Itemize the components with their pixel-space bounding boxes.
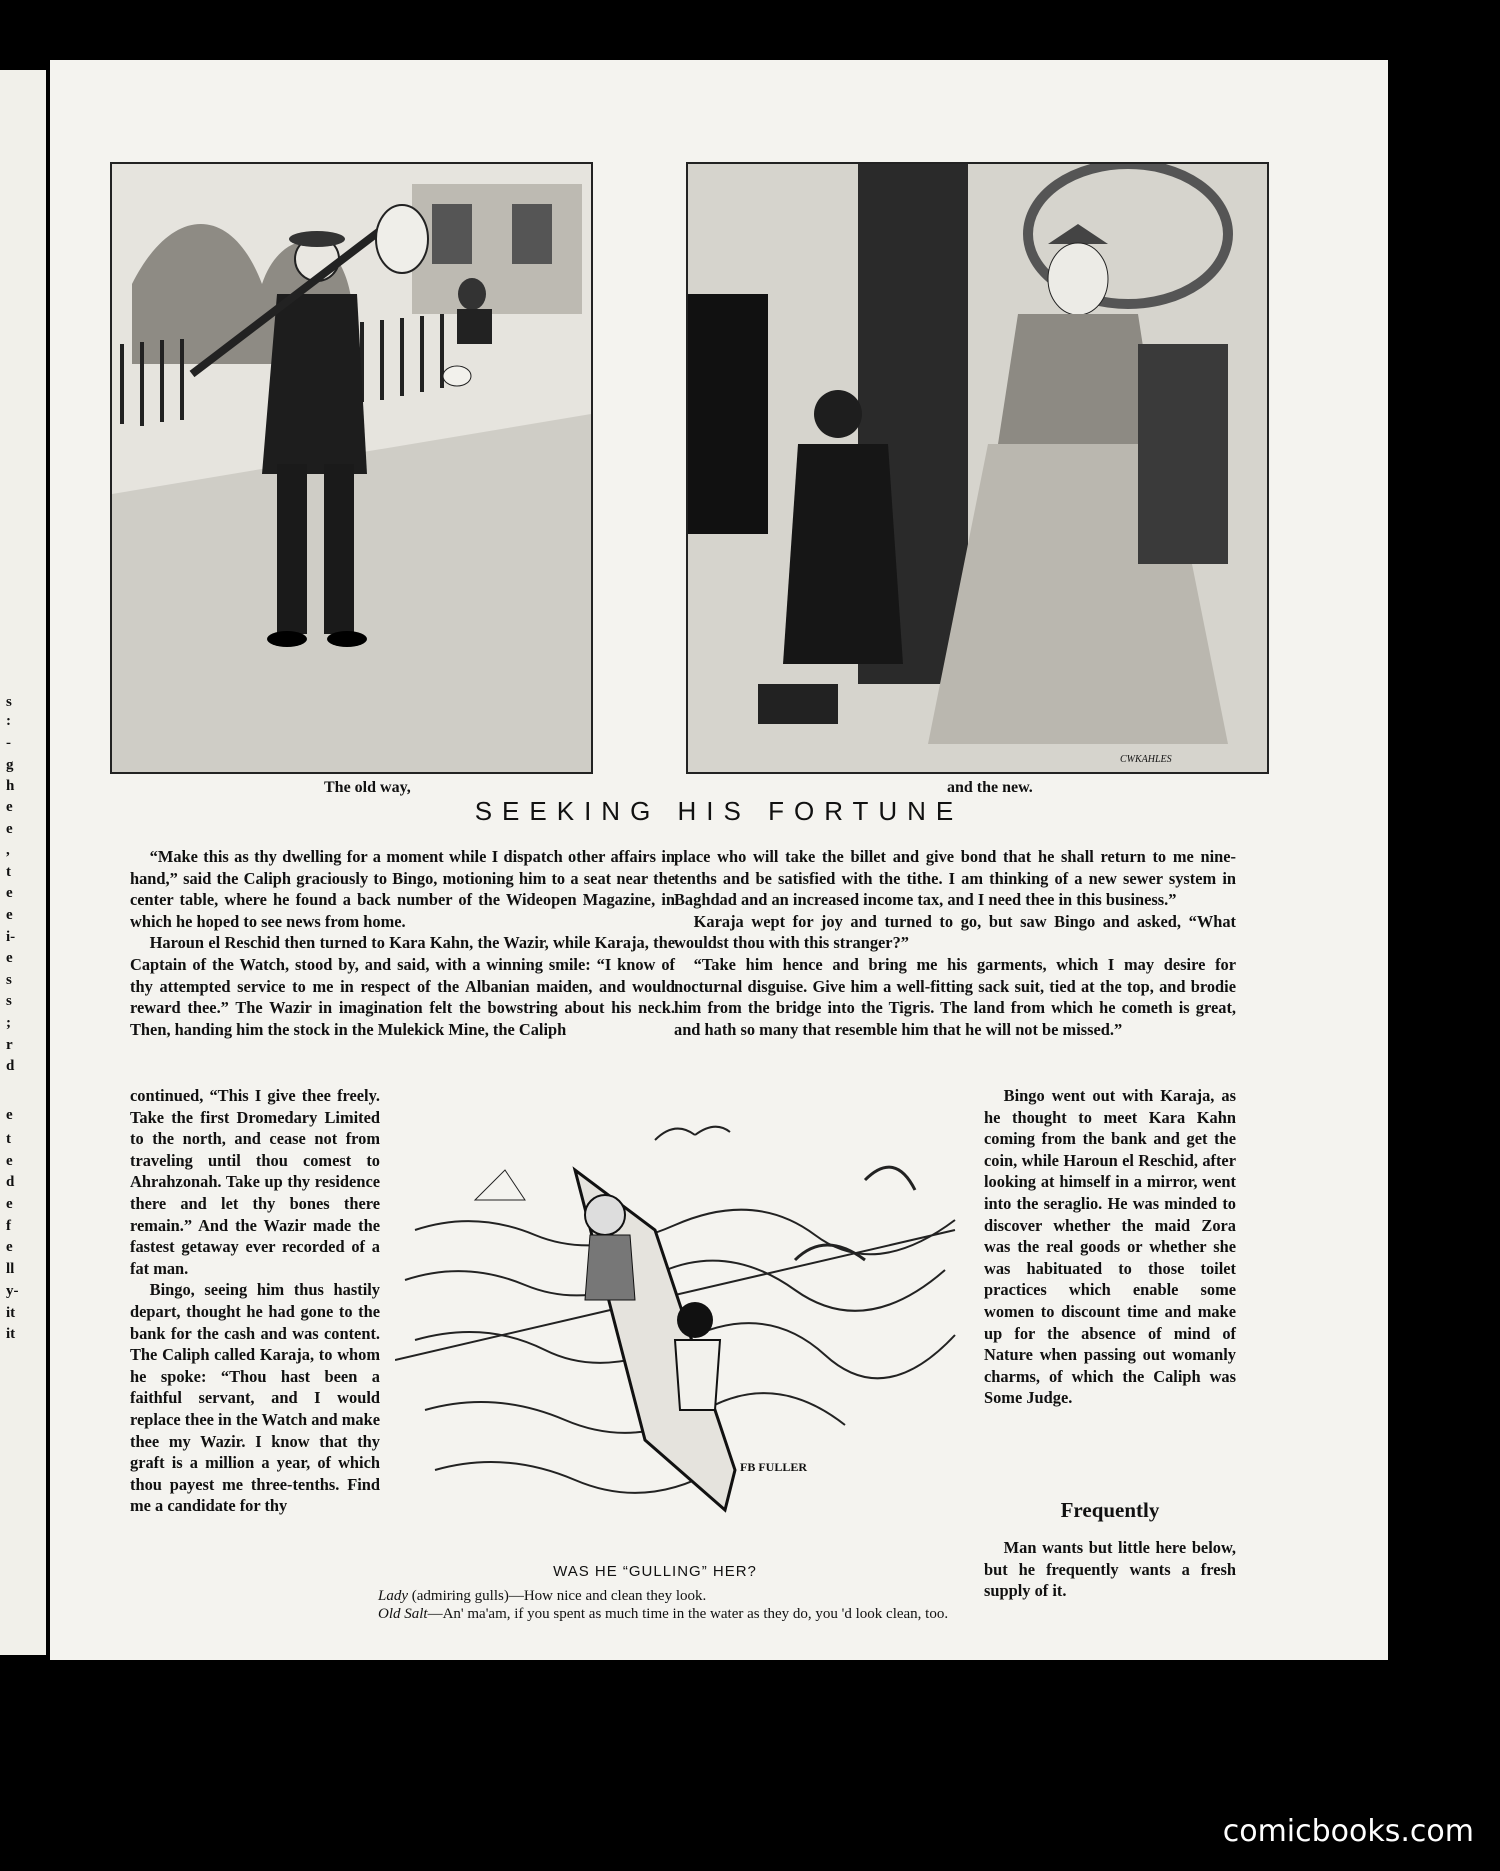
previous-page-fragment: e [6,1196,13,1212]
previous-page-fragment: : [6,713,11,729]
previous-page-fragment: t [6,864,11,880]
previous-page-edge [0,70,46,1655]
previous-page-fragment: e [6,1153,13,1169]
cartoon-caption [350,1563,960,1623]
old-way-drawing [112,164,591,772]
filler-text [984,1537,1236,1602]
previous-page-fragment: e [6,799,13,815]
previous-page-fragment: s [6,694,12,710]
cartoon-caption-heading: WAS HE “GULLING” HER? [553,1563,757,1580]
previous-page-fragment: e [6,1107,13,1123]
cartoon-caption-line-2 [350,1605,960,1623]
illustration-old-way [110,162,593,774]
dialogue-lady: (admiring gulls)—How nice and clean they look. [408,1588,707,1604]
rowboat-drawing [395,1110,965,1550]
the-new-drawing [688,164,1267,772]
previous-page-fragment: i- [6,929,16,945]
right-illustration-caption: and the new. [947,779,1033,796]
previous-page-fragment: ll [6,1261,15,1277]
left-illustration-caption: The old way, [324,779,411,796]
speaker-old-salt: Old Salt [378,1606,428,1622]
previous-page-fragment: , [6,842,10,858]
column-2-top [674,846,1236,1040]
dialogue-old-salt: —An' ma'am, if you spent as much time in the water as they do, you 'd look clean, too. [427,1606,949,1622]
site-watermark: comicbooks.com [1222,1814,1474,1849]
previous-page-fragment: d [6,1058,15,1074]
cartoon-rowboat [395,1110,965,1550]
previous-page-fragment: y- [6,1283,19,1299]
illustration-the-new [686,162,1269,774]
paragraph: “Make this as thy dwelling for a moment while I dispatch other affairs in hand,” said the Caliph graciously to Bingo, motioning him to a seat near the center table, where he found a back number of the Wideopen Magazine, in which he hoped to see news from home. [130,847,675,931]
paragraph: Bingo, seeing him thus hastily depart, thought he had gone to the bank for the cash and was content. The Caliph called Karaja, to whom he spoke: “Thou hast been a faithful servant, and I would replace thee in the Watch and make thee my Wazir. I know that thy graft is a million a year, of which thou payest me three-tenths. Find me a candidate for thy [130,1280,380,1516]
previous-page-fragment: g [6,757,14,773]
previous-page-fragment: it [6,1305,16,1321]
magazine-page [50,60,1388,1660]
previous-page-fragment: t [6,1131,11,1147]
previous-page-fragment: r [6,1037,13,1053]
right-illustration-signature: CWKAHLES [1120,754,1172,765]
previous-page-fragment: e [6,885,13,901]
cartoon-signature: FB FULLER [740,1460,808,1474]
column-2-narrow [984,1085,1236,1409]
previous-page-fragment: f [6,1218,11,1234]
paragraph: Bingo went out with Karaja, as he thought to meet Kara Kahn coming from the bank and get the coin, while Haroun el Reschid, after looking at himself in a mirror, went into the seraglio. He was minded to discover whether the maid Zora was the real goods or whether she was habituated to those toilet practices which enable some women to discount time and make up for the absence of mind of Nature when passing out womanly charms, of which the Caliph was Some Judge. [984,1086,1236,1408]
column-1-narrow [130,1085,380,1517]
previous-page-fragment: h [6,778,15,794]
previous-page-fragment: s [6,993,12,1009]
previous-page-fragment: it [6,1326,16,1342]
previous-page-fragment: e [6,907,13,923]
previous-page-fragment: s [6,972,12,988]
previous-page-fragment: e [6,821,13,837]
previous-page-fragment: - [6,735,11,751]
paragraph: Man wants but little here below, but he frequently wants a fresh supply of it. [984,1538,1236,1601]
column-1-top [130,846,675,1040]
paragraph: continued, “This I give thee freely. Take the first Dromedary Limited to the north, and cease not from traveling until thou comest to Ahrahzonah. Take up thy residence there and let thy bones there remain.” And the Wazir made the fastest getaway ever recorded of a fat man. [130,1086,380,1278]
previous-page-fragment: e [6,950,13,966]
filler-heading: Frequently [1060,1498,1160,1522]
article-title: SEEKING HIS FORTUNE [474,796,964,826]
previous-page-fragment: d [6,1174,15,1190]
previous-page-fragment: ; [6,1015,11,1031]
paragraph: place who will take the billet and give bond that he shall return to me nine-tenths and be satisfied with the tithe. I am thinking of a new sewer system in Baghdad and an increased income tax, and I need thee in this business.” [674,847,1236,910]
paragraph: Karaja wept for joy and turned to go, but saw Bingo and asked, “What wouldst thou with this stranger?” [674,911,1236,953]
previous-page-fragment: e [6,1239,13,1255]
speaker-lady: Lady [378,1588,408,1604]
cartoon-caption-line-1 [350,1587,960,1605]
paragraph: “Take him hence and bring me his garments, which I may desire for nocturnal disguise. Give him a well-fitting sack suit, tied at the top, and brodie him from the bridge into the Tigris. The land from which he cometh is great, and hath so many that resemble him that he will not be missed.” [674,954,1236,1039]
paragraph: Haroun el Reschid then turned to Kara Kahn, the Wazir, while Karaja, the Captain of the Watch, stood by, and said, with a winning smile: “I know of thy attempted service to me in respect of the Albanian maiden, and would reward thee.” The Wazir in imagination felt the bowstring about his neck. Then, handing him the stock in the Mulekick Mine, the Caliph [130,933,675,1039]
